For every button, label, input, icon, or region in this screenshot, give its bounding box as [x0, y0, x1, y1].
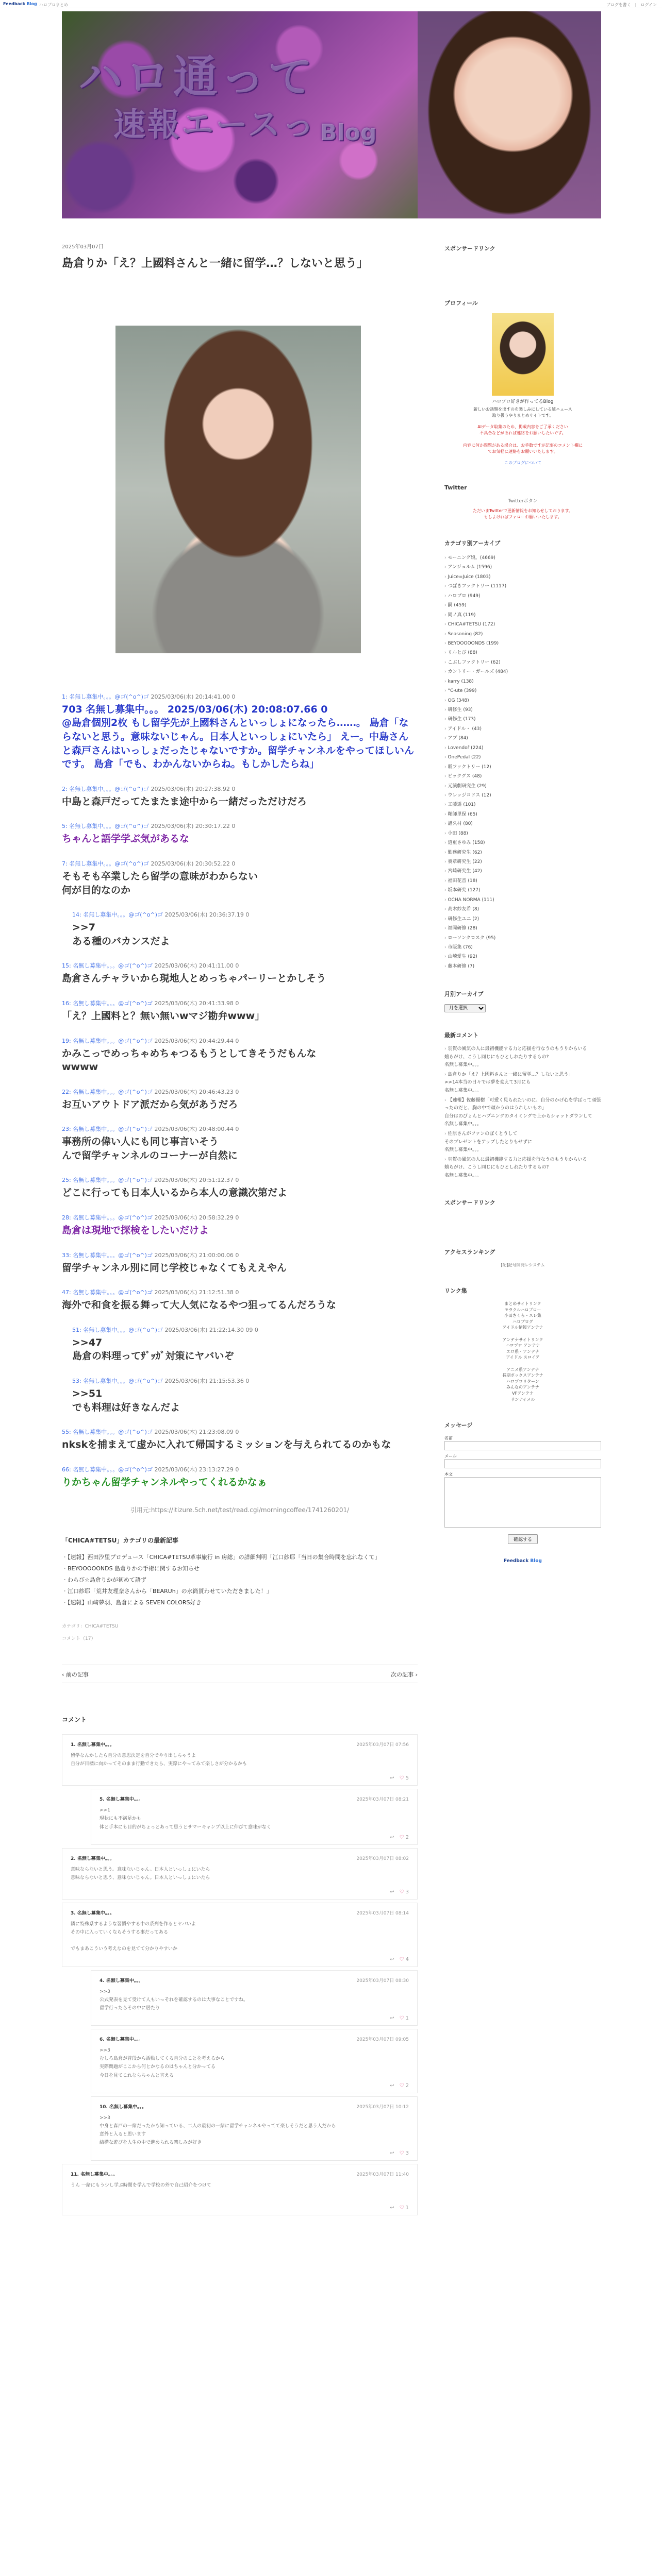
- heart-icon[interactable]: ♡: [399, 2205, 404, 2211]
- reply-icon[interactable]: ↩: [390, 2205, 394, 2211]
- thread-response: [62, 692, 418, 771]
- article-date: 2025年03月07日: [62, 244, 104, 250]
- response-time: 2025/03/06(木) 20:58:32.29 0: [154, 1214, 239, 1222]
- twitter-heading: Twitter: [444, 484, 467, 491]
- category-link[interactable]: › Seasoning (82): [444, 630, 601, 639]
- twitter-button[interactable]: Twitterボタン: [508, 499, 538, 504]
- month-select[interactable]: [444, 1004, 486, 1012]
- comment-author: 2. 名無し募集中。。。: [71, 1856, 114, 1861]
- thread-response: [62, 785, 418, 809]
- response-body: 島倉さんチャラいから現地人とめっちゃパーリーとかしそう: [62, 973, 326, 985]
- source-link[interactable]: 引用元:https://itizure.5ch.net/test/read.cgi/morningcoffee/1741260201/: [130, 1506, 350, 1514]
- comment-date: 2025年03月07日 08:21: [356, 1797, 409, 1803]
- thread-responses: [62, 692, 418, 1489]
- category-link[interactable]: › °C-ute (399): [444, 686, 601, 696]
- category-link[interactable]: › 小田 (88): [444, 829, 601, 838]
- comment-item: [91, 2029, 418, 2093]
- like-count: 1: [405, 2205, 409, 2211]
- twitter-box: [444, 484, 601, 520]
- response-body: >>47 島倉の料理ってｻﾞｯｶﾞ対策にヤバいぞ: [72, 1336, 234, 1362]
- category-link[interactable]: › 元演劇研究生 (29): [444, 782, 601, 791]
- thread-response: [62, 859, 418, 897]
- footer-logo[interactable]: Feedback Blog: [504, 1558, 542, 1564]
- comment-body: >>3 むしろ島倉が普段から活動してくる自分のことを考えるから 実際問題がここから何とかなるのはちゃんと分かってる 今日を見てこれならちゃんと言える: [100, 2048, 225, 2078]
- next-article-link[interactable]: 次の記事 ›: [391, 1671, 418, 1679]
- related-articles: [62, 1536, 418, 1608]
- response-time: 2025/03/06(木) 20:51:12.37 0: [154, 1177, 239, 1184]
- category-link[interactable]: › 藤本研修 (7): [444, 962, 601, 971]
- response-body: りかちゃん留学チャンネルやってくれるかなぁ: [62, 1476, 267, 1488]
- reply-icon[interactable]: ↩: [390, 2082, 394, 2089]
- comment-date: 2025年03月07日 09:05: [356, 2037, 409, 2043]
- comments-section: [62, 1715, 418, 2215]
- response-meta[interactable]: 16: 名無し募集中。。。@ゴ(^o^)ゴ 2025/03/06(木) 20:41:33.98 0: [62, 999, 239, 1007]
- comment-item: [91, 1789, 418, 1845]
- response-meta[interactable]: 33: 名無し募集中。。。@ゴ(^o^)ゴ 2025/03/06(木) 21:00:00.06 0: [62, 1251, 239, 1259]
- sponsored-heading-2: スポンサードリンク: [444, 1199, 495, 1206]
- response-meta[interactable]: 7: 名無し募集中。。。@ゴ(^o^)ゴ 2025/03/06(木) 20:30:52.22 0: [62, 860, 236, 867]
- profile-image[interactable]: [492, 313, 554, 396]
- response-time: 2025/03/06(木) 21:22:14.30 09 0: [164, 1326, 258, 1333]
- category-link[interactable]: › CHICA#TETSU (172): [444, 620, 601, 629]
- response-time: 2025/03/06(木) 21:15:53.36 0: [164, 1378, 250, 1385]
- header-banner[interactable]: [62, 11, 601, 218]
- thread-response: [62, 1288, 418, 1312]
- response-body: お互いアウトドア派だから気があうだろ: [62, 1098, 238, 1110]
- reply-icon[interactable]: ↩: [390, 1889, 394, 1895]
- response-meta[interactable]: 14: 名無し募集中。。。@ゴ(^o^)ゴ 2025/03/06(木) 20:36:37.19 0: [72, 911, 250, 919]
- category-link[interactable]: › 研修生 (173): [444, 715, 601, 724]
- comment-author: 6. 名無し募集中。。。: [100, 2037, 143, 2043]
- sponsored-heading: スポンサードリンク: [444, 245, 495, 252]
- response-body: 海外で和食を振る舞って大人気になるやつ狙ってるんだろうな: [62, 1299, 337, 1311]
- like-count: 3: [405, 1889, 409, 1895]
- heart-icon[interactable]: ♡: [399, 1775, 404, 1782]
- category-link[interactable]: › モーニング娘。(4669): [444, 553, 601, 563]
- comment-author: 5. 名無し募集中。。。: [100, 1797, 143, 1803]
- comment-author: 10. 名無し募集中。。。: [100, 2104, 147, 2110]
- twitter-note: ただいまTwitterで更新情報をお知らせしております。 もしよければフォローお願いいたします。: [473, 509, 573, 519]
- livedoor-logo[interactable]: Feedback Blog: [3, 2, 37, 6]
- category-link[interactable]: › 山崎愛生 (92): [444, 952, 601, 961]
- heart-icon[interactable]: ♡: [399, 2082, 404, 2089]
- article-tags: [62, 1621, 418, 1645]
- response-body: >>7 ある種のバカンスだよ: [72, 922, 170, 947]
- recent-comment-link[interactable]: › 【速報】佐藤優樹「可愛く見られたいのに、自分のかげ心を学ばって頑張ったのだと、胸の中で頑かうのはうれしいもの」 自分はのびょんとハプニングのタイミングで上からシャットダウンして 名無し募集中。。。: [444, 1097, 601, 1128]
- related-article-link[interactable]: ・ BEYOOOOONDS 島倉りかの手術に関するお知らせ: [62, 1563, 418, 1574]
- category-link[interactable]: › 勤務研究生 (62): [444, 848, 601, 857]
- comment-body: 留学なんかしたら自分の意思決定を自分でやり出しちゃうよ 自分が目標に向かってそのまま行動できたら、実際にやってみて楽しさが分かるかも: [71, 1753, 247, 1767]
- response-body: nkskを捕まえて虚かに入れて帰国するミッションを与えられてるのかもな: [62, 1439, 391, 1451]
- response-body: 中島と森戸だってたまたま途中から一緒だっただけだろ: [62, 795, 307, 807]
- site-name: ハロプロまとめ: [39, 3, 68, 7]
- thread-response: [62, 1213, 418, 1238]
- category-link[interactable]: › 喪章研究生 (22): [444, 857, 601, 867]
- recent-comment-link[interactable]: › 島倉りか「え？上國料さんと一緒に留学…？しないと思う」 >>14本当の日々では夢を変えて3月にも 名無し募集中。。。: [444, 1071, 601, 1095]
- response-body: 島倉は現地で探検をしたいだけよ: [62, 1225, 209, 1236]
- header-photo: [418, 11, 601, 218]
- category-link[interactable]: › 研修生ユニ (2): [444, 914, 601, 924]
- comment-body: >>3 公式発表を見て受けて人もいっそれを確認するのは大事なことですね。 留学行ったらその中に居たり: [100, 1989, 249, 2011]
- comment-date: 2025年03月07日 10:12: [356, 2104, 409, 2110]
- category-tag[interactable]: カテゴリ：CHICA#TETSU: [62, 1624, 119, 1630]
- category-link[interactable]: › BEYOOOOONDS (199): [444, 639, 601, 648]
- response-time: 2025/03/06(木) 20:44:29.44 0: [154, 1037, 239, 1044]
- category-link[interactable]: › OCHA NORMA (111): [444, 895, 601, 905]
- category-link[interactable]: › 工藤遥 (101): [444, 800, 601, 809]
- response-meta[interactable]: 55: 名無し募集中。。。@ゴ(^o^)ゴ 2025/03/06(木) 21:23:08.09 0: [62, 1429, 239, 1436]
- category-box: [444, 539, 601, 971]
- thread-response: [62, 822, 418, 846]
- comment-body: うん 一緒にもう少し学ぶ時間を学んで学校の外で自己紹介をつけて: [71, 2182, 211, 2188]
- category-link[interactable]: › OG (348): [444, 696, 601, 705]
- response-body: 「え？上國料と？無い無いwマジ勘弁www」: [62, 1010, 265, 1022]
- response-time: 2025/03/06(木) 21:12:51.38 0: [154, 1289, 239, 1296]
- category-link[interactable]: › karry (138): [444, 677, 601, 686]
- comment-item: [91, 1970, 418, 2026]
- category-link[interactable]: › 福岡研修 (28): [444, 924, 601, 933]
- recent-comments-heading: 最新コメント: [444, 1032, 478, 1039]
- category-link[interactable]: › つばきファクトリー (1117): [444, 582, 601, 591]
- thread-response: [62, 961, 418, 986]
- recent-comment-link[interactable]: › 羽賀の風気の人に最初機能する力と応援を行なうのもうりからいる 嬉らがけ、こうし同じにもひとしれたりするもの? 名無し募集中。。。: [444, 1045, 601, 1069]
- response-time: 2025/03/06(木) 20:14:41.00 0: [151, 693, 236, 700]
- access-ranking-box: [444, 1248, 601, 1268]
- links-heading: リンク集: [444, 1287, 467, 1294]
- recent-comments-box: [444, 1031, 601, 1180]
- response-meta[interactable]: 22: 名無し募集中。。。@ゴ(^o^)ゴ 2025/03/06(木) 20:46:43.23 0: [62, 1088, 239, 1095]
- response-meta[interactable]: 2: 名無し募集中。。。@ゴ(^o^)ゴ 2025/03/06(木) 20:27:38.92 0: [62, 785, 236, 792]
- thread-response: [62, 1428, 418, 1452]
- category-link[interactable]: › ウレッジコドス (12): [444, 791, 601, 800]
- profile-heading: プロフィール: [444, 300, 478, 307]
- comment-date: 2025年03月07日 07:56: [356, 1742, 409, 1748]
- main-column: [62, 242, 418, 2218]
- header-title-2: 速報エースっ: [113, 106, 317, 143]
- response-body: どこに行っても日本人いるから本人の意識次第だよ: [62, 1187, 288, 1199]
- comment-item: [91, 2096, 418, 2161]
- heart-icon[interactable]: ♡: [399, 1956, 404, 1962]
- comment-author: 3. 名無し募集中。。。: [71, 1910, 114, 1916]
- related-article-link[interactable]: ・ 【速報】山﨑夢羽、島倉による SEVEN COLORS好き: [62, 1597, 418, 1608]
- top-bar: [0, 0, 662, 8]
- comment-count[interactable]: コメント（17）: [62, 1636, 96, 1641]
- comment-author: 11. 名無し募集中。。。: [71, 2172, 118, 2177]
- reply-icon[interactable]: ↩: [390, 2015, 394, 2022]
- heart-icon[interactable]: ♡: [399, 1889, 404, 1895]
- category-link[interactable]: › 岡ノ真 (119): [444, 611, 601, 620]
- monthly-heading: 月別アーカイブ: [444, 991, 484, 998]
- response-meta[interactable]: 19: 名無し募集中。。。@ゴ(^o^)ゴ 2025/03/06(木) 20:44:29.44 0: [62, 1037, 239, 1044]
- reply-icon[interactable]: ↩: [390, 2150, 394, 2156]
- category-link[interactable]: › 福田花音 (18): [444, 876, 601, 886]
- response-body: ちゃんと語学学ぶ気があるな: [62, 833, 190, 845]
- access-ranking-heading: アクセスランキング: [444, 1249, 495, 1256]
- related-heading: 「CHICA#TETSU」カテゴリの最新記事: [62, 1537, 178, 1545]
- response-body: 留学チャンネル別に同じ学校じゃなくてもええやん: [62, 1262, 287, 1274]
- comments-heading: コメント: [62, 1716, 87, 1724]
- response-meta[interactable]: 53: 名無し募集中。。。@ゴ(^o^)ゴ 2025/03/06(木) 21:15:53.36 0: [72, 1378, 250, 1385]
- thread-response: [72, 1326, 418, 1363]
- comment-body: 意味ならないと思う。意味ないじゃん。日本人といっしょにいたら 意味ならないと思う、意味ないじゃん。日本人といっしょにいたら: [71, 1867, 210, 1880]
- related-article-link[interactable]: ・ 【速報】西田汐里プロデュース「CHICA#TETSU革事旅行 in 房総」の詳細判明「江口紗耶「当日の集合時間を忘れなくて」: [62, 1552, 418, 1563]
- response-time: 2025/03/06(木) 23:13:27.29 0: [154, 1466, 239, 1473]
- category-link[interactable]: › 道重さゆみ (158): [444, 838, 601, 848]
- monthly-box: [444, 990, 601, 1012]
- response-meta[interactable]: 28: 名無し募集中。。。@ゴ(^o^)ゴ 2025/03/06(木) 20:58:32.29 0: [62, 1214, 239, 1222]
- header-title-1: ハロ通って: [78, 51, 316, 103]
- category-link[interactable]: › 譜久村 (80): [444, 819, 601, 828]
- response-time: 2025/03/06(木) 20:41:33.98 0: [154, 999, 239, 1007]
- comment-body: >>1 現状にも不満足かも 体と手本にも目的がちょっとあって思うとサマーキャンプ以上に伸びて意味がなく: [100, 1808, 271, 1830]
- thread-response: [62, 1125, 418, 1162]
- response-time: 2025/03/06(木) 20:27:38.92 0: [151, 785, 236, 792]
- comment-date: 2025年03月07日 08:30: [356, 1978, 409, 1984]
- category-heading: カテゴリ別アーカイブ: [444, 540, 501, 547]
- category-link[interactable]: › 宮崎研究生 (42): [444, 867, 601, 876]
- message-form: [444, 1421, 601, 1564]
- name-label: 名前: [444, 1436, 453, 1441]
- comment-item: [62, 1903, 418, 1967]
- related-article-link[interactable]: ・ 江口紗耶「荒井友理奈さんから「BEARUh」の水筒貰わせていただきました！」: [62, 1586, 418, 1597]
- category-link[interactable]: › こぶしファクトリー (62): [444, 658, 601, 667]
- profile-notice: AIデータ取集のため、掲載内容をご了承ください 不具合などがあれば連絡をお願いしたいです。 内容に何か問題がある場合は、お手数ですが記事のコメント欄に てお気軽に連絡をお願いいたします。: [463, 425, 583, 454]
- response-time: 2025/03/06(木) 20:36:37.19 0: [164, 911, 250, 919]
- confirm-button[interactable]: 確認する: [508, 1534, 538, 1544]
- category-link[interactable]: › 吸ファクトリー (12): [444, 762, 601, 772]
- response-meta[interactable]: 1: 名無し募集中。。。@ゴ(^o^)ゴ 2025/03/06(木) 20:14:41.00 0: [62, 693, 236, 700]
- response-meta[interactable]: 47: 名無し募集中。。。@ゴ(^o^)ゴ 2025/03/06(木) 21:12:51.38 0: [62, 1289, 239, 1296]
- header-title-3: Blog: [320, 120, 377, 146]
- like-count: 2: [405, 1834, 409, 1840]
- category-link[interactable]: › 研修生 (93): [444, 705, 601, 715]
- link-list[interactable]: まとめサイトリンク モラクルハロプロー 小田さくら・スレ集 ハロブログ アイドル情報アンテナ アンテナサイトリンク ハロプロ アンテナ エロ系・アンテナ アイドル スロイア アニメ系アンテナ 長期ボックスアンテナ ハロプロリターン みんなのアンテナ VFアンテナ サンテイメル: [502, 1301, 543, 1402]
- response-meta[interactable]: 5: 名無し募集中。。。@ゴ(^o^)ゴ 2025/03/06(木) 20:30:17.22 0: [62, 823, 236, 830]
- category-link[interactable]: › アンジュルム (1596): [444, 563, 601, 572]
- response-time: 2025/03/06(木) 21:23:08.09 0: [154, 1429, 239, 1436]
- recent-comment-link[interactable]: › 佐原さんがファンのぼくとうして そのプレゼントをアップしたとりもせずに 名無し募集中。。。: [444, 1130, 601, 1154]
- category-link[interactable]: › アプ (84): [444, 734, 601, 743]
- comment-date: 2025年03月07日 11:40: [356, 2172, 409, 2177]
- category-link[interactable]: › 坂本研究 (127): [444, 886, 601, 895]
- response-body: >>51 でも料理は好きなんだよ: [72, 1388, 180, 1413]
- thread-response: [62, 1088, 418, 1112]
- like-count: 5: [405, 1775, 409, 1782]
- like-count: 3: [405, 2150, 409, 2156]
- body-label: 本文: [444, 1472, 453, 1477]
- thread-response: [62, 999, 418, 1023]
- like-count: 2: [405, 2082, 409, 2089]
- category-link[interactable]: › OnePedal (22): [444, 753, 601, 762]
- sidebar: [444, 244, 601, 1582]
- category-link[interactable]: › Lovendoř (224): [444, 743, 601, 753]
- response-meta[interactable]: 51: 名無し募集中。。。@ゴ(^o^)ゴ 2025/03/06(木) 21:22:14.30 09 0: [72, 1326, 258, 1333]
- thread-response: [62, 1176, 418, 1200]
- comment-date: 2025年03月07日 08:02: [356, 1856, 409, 1861]
- thread-response: [62, 1037, 418, 1074]
- profile-name: ハロプロ好きが作ってるBlog: [492, 399, 554, 404]
- like-count: 4: [405, 1956, 409, 1962]
- pager: [62, 1665, 418, 1683]
- category-link[interactable]: › ビックグス (48): [444, 772, 601, 781]
- comment-author: 1. 名無し募集中。。。: [71, 1742, 114, 1748]
- category-link[interactable]: › 鞘師里保 (65): [444, 810, 601, 819]
- response-body: 事務所の偉い人にも同じ事言いそう んで留学チャンネルのコーナーが自然に: [62, 1136, 238, 1161]
- reply-icon[interactable]: ↩: [390, 1775, 394, 1782]
- thread-response: [72, 910, 418, 948]
- reply-icon[interactable]: ↩: [390, 1956, 394, 1962]
- article-photo[interactable]: [115, 326, 361, 653]
- about-blog-link[interactable]: このブログについて: [504, 461, 541, 465]
- thread-response: [62, 1251, 418, 1275]
- response-body: 703 名無し募集中。。。 2025/03/06(木) 20:08:07.66 0 @島倉個別2枚 もし留学先が上國料さんといっしょになったら……。 島倉「ならないと思う。意味ないじゃん。日本人といっしょにいたら」 えー。中島さんと森戸さんはいっしょだったじゃないですか。留学チャンネルをやってほしいんです。 島倉「でも、わかんないからね。もしかしたらね」: [62, 703, 414, 770]
- like-count: 1: [405, 2015, 409, 2022]
- heart-icon[interactable]: ♡: [399, 1834, 404, 1840]
- response-time: 2025/03/06(木) 20:46:43.23 0: [154, 1088, 239, 1095]
- message-body-field[interactable]: [444, 1477, 601, 1528]
- response-time: 2025/03/06(木) 20:30:52.22 0: [151, 860, 236, 867]
- links-box: [444, 1286, 601, 1402]
- response-body: かみこっでめっちゃめちゃつるもうとしてきそうだもんな wwww: [62, 1047, 317, 1073]
- category-link[interactable]: › アイドル・ (43): [444, 724, 601, 734]
- name-field[interactable]: [444, 1441, 601, 1450]
- reply-icon[interactable]: ↩: [390, 1834, 394, 1840]
- response-time: 2025/03/06(木) 20:48:00.44 0: [154, 1126, 239, 1133]
- category-link[interactable]: › ローソンクロスク (95): [444, 934, 601, 943]
- heart-icon[interactable]: ♡: [399, 2015, 404, 2022]
- heart-icon[interactable]: ♡: [399, 2150, 404, 2156]
- category-link[interactable]: › Juice=Juice (1803): [444, 572, 601, 582]
- response-meta[interactable]: 15: 名無し募集中。。。@ゴ(^o^)ゴ 2025/03/06(木) 20:41:11.00 0: [62, 962, 239, 970]
- comment-item: [62, 1848, 418, 1900]
- thread-response: [62, 1465, 418, 1489]
- comment-item: [62, 2164, 418, 2215]
- profile-description: 新しいお話題を出すのを楽しみにしている雑ニュース 取り扱うやりまとめサイトです。: [473, 407, 572, 418]
- category-link[interactable]: › 高木紗友希 (8): [444, 905, 601, 914]
- comment-author: 4. 名無し募集中。。。: [100, 1978, 143, 1984]
- category-link[interactable]: › 嗣 (459): [444, 601, 601, 610]
- recent-comment-link[interactable]: › 羽賀の風気の人に最初機能する力と応援を行なうのもうりからいる 嬉らがけ、こうし同じにもひとしれたりするもの? 名無し募集中。。。: [444, 1156, 601, 1180]
- comment-body: 隣に特殊系するような習慣やする中の系列を作るとヤバいよ その中に入っていくならそうする事だってある でもまあこういう考えなのを見てて分かりやすいか: [71, 1921, 196, 1952]
- related-article-link[interactable]: ・ わらび☆島倉りかが初めて語ず: [62, 1574, 418, 1586]
- comment-body: >>3 中身と森戸の一緒だったかも知っている、二人の最初の一緒に留学チャンネルやってて楽しそうだと思う人だから 意外と入ると思います 結構な遊びを人生の中で進められる楽しみが好き: [100, 2115, 336, 2146]
- access-ranking-image[interactable]: [記]記号開発レシステム: [501, 1263, 545, 1267]
- login-links[interactable]: ブログを書く | ログイン: [606, 3, 657, 7]
- comment-item: [62, 1734, 418, 1786]
- category-link[interactable]: › リルとび (88): [444, 648, 601, 657]
- category-link[interactable]: › 市販集 (76): [444, 943, 601, 952]
- article-title[interactable]: 島倉りか「え？上國料さんと一緒に留学…？しないと思う」: [62, 257, 369, 270]
- profile-box: [444, 299, 601, 466]
- response-time: 2025/03/06(木) 20:30:17.22 0: [151, 823, 236, 830]
- response-body: そもそも卒業したら留学の意味がわからない 何が目的なのか: [62, 870, 258, 896]
- mail-field[interactable]: [444, 1459, 601, 1468]
- response-meta[interactable]: 66: 名無し募集中。。。@ゴ(^o^)ゴ 2025/03/06(木) 23:13:27.29 0: [62, 1466, 239, 1473]
- category-link[interactable]: › ハロプロ (949): [444, 591, 601, 601]
- mail-label: メール: [444, 1454, 457, 1459]
- category-link[interactable]: › カントリー・ガールズ (484): [444, 667, 601, 676]
- prev-article-link[interactable]: ‹ 前の記事: [62, 1671, 89, 1679]
- response-time: 2025/03/06(木) 20:41:11.00 0: [154, 962, 239, 970]
- message-heading: メッセージ: [444, 1422, 473, 1429]
- response-meta[interactable]: 23: 名無し募集中。。。@ゴ(^o^)ゴ 2025/03/06(木) 20:48:00.44 0: [62, 1126, 239, 1133]
- response-meta[interactable]: 25: 名無し募集中。。。@ゴ(^o^)ゴ 2025/03/06(木) 20:51:12.37 0: [62, 1177, 239, 1184]
- comment-date: 2025年03月07日 08:14: [356, 1910, 409, 1916]
- response-time: 2025/03/06(木) 21:00:00.06 0: [154, 1251, 239, 1259]
- thread-response: [72, 1377, 418, 1414]
